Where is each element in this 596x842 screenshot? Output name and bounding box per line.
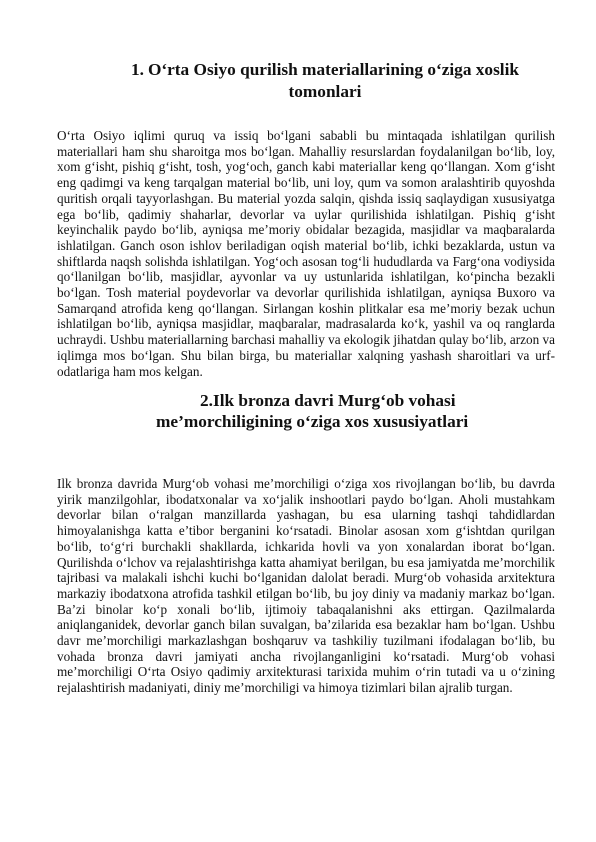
section-2-title-line-1 [130,390,550,411]
section-2-title-line-2: me’morchiligining o‘ziga xos xususiyatlari [156,412,469,431]
section-1-number: 1. [130,60,144,79]
section-1-heading [95,59,555,103]
section-1-title: O‘rta Osiyo qurilish materiallarining o‘ziga xoslik tomonlari [147,60,520,101]
section-2-number: 2. [200,391,213,410]
section-2-paragraph: Ilk bronza davrida Murg‘ob vohasi me’morchiligi o‘ziga xos rivojlangan bo‘lib, bu davrda yirik manzilgohlar, ibodatxonalar va xo‘jalik inshootlari paydo bo‘lgan. Aholi mustahkam devorlar bilan o‘ralgan manzillarda yashagan, bu esa ularning tashqi tahdidlardan himoyalanishga katta e’tibor berganini ko‘rsatadi. Binolar asosan xom g‘ishtdan qurilgan bo‘lib, to‘g‘ri burchakli shakllarda, ichkarida hovli va yon xonalardan iborat bo‘lgan. Qurilishda o‘lchov va rejalashtirishga katta ahamiyat berilgan, bu esa jamiyatda me’morchilik tajribasi va malakali ishchi kuchi bo‘lganidan dalolat beradi. Murg‘ob vohasida arxitektura markaziy ibodatxona atrofida tashkil etilgan bo‘lib, bu joy diniy va madaniy markaz bo‘lgan. Ba’zi binolar ko‘p xonali bo‘lib, ijtimoiy tabaqalanishni aks ettirgan. Qazilmalarda aniqlanganidek, devorlar ganch bilan suvalgan, ba’zilarida esa bezaklar ham bo‘lgan. Ushbu davr me’morchiligi markazlashgan boshqaruv va tashkiliy tuzilmani ifodalagan bo‘lib, bu vohada bronza davri jamiyati ancha rivojlanganligini ko‘rsatadi. Murg‘ob vohasi me’morchiligi O‘rta Osiyo qadimiy arxitekturasi tarixida muhim o‘rin tutadi va u o‘zining rejalashtirish madaniyati, diniy me’morchiligi va himoya tizimlari bilan ajralib turgan. [57,476,555,696]
section-2-heading [130,390,550,432]
section-1-paragraph: O‘rta Osiyo iqlimi quruq va issiq bo‘lgani sababli bu mintaqada ishlatilgan qurilish materiallari ham shu sharoitga mos bo‘lgan. Mahalliy resurslardan foydalanilgan bo‘lib, loy, xom g‘isht, pishiq g‘isht, tosh, yog‘och, ganch kabi materiallar keng qo‘llangan. Xom g‘isht eng qadimgi va keng tarqalgan material bo‘lib, uni loy, qum va somon aralashtirib quyoshda quritish orqali tayyorlashgan. Bu material yozda salqin, qishda issiq saqlaydigan xususiyatga ega bo‘lib, qadimiy shaharlar, devorlar va uylar qurilishida ishlatilgan. Pishiq g‘isht keyinchalik paydo bo‘lib, ayniqsa me’moriy obidalar bezagida, masjidlar va maqbaralarda ishlatilgan. Ganch oson ishlov beriladigan oqish material bo‘lib, ichki bezaklarda, ustun va shiftlarda naqsh solishda ishlatilgan. Yog‘och asosan tog‘li hududlarda va Farg‘ona vodiysida qo‘llanilgan bo‘lib, masjidlar, ayvonlar va uy ustunlarida ishlatilgan, ko‘pincha bezakli bo‘lgan. Tosh material poydevorlar va devorlar qurilishida ishlatilgan, ayniqsa Buxoro va Samarqand atrofida keng qo‘llangan. Sirlangan koshin plitkalar esa me’moriy bezak uchun ishlatilgan bo‘lib, ayniqsa masjidlar, maqbaralar, madrasalarda ko‘k, yashil va oq ranglarda uchraydi. Ushbu materiallarning barchasi mahalliy va ekologik jihatdan qulay bo‘lib, arzon va iqlimga mos bo‘lgan. Shu bilan birga, bu materiallar xalqning yashash sharoitlari va urf-odatlariga ham mos kelgan. [57,128,555,379]
section-2-title-line-1-text: Ilk bronza davri Murg‘ob vohasi [212,391,456,410]
